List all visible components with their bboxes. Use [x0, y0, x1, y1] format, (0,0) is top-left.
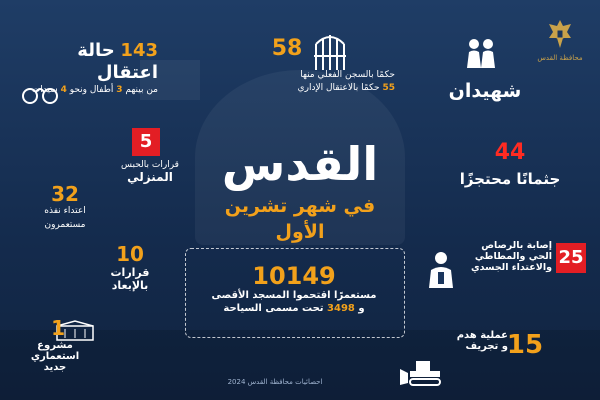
- injuries-line3: والاعتداء الجسدي: [470, 262, 552, 273]
- stat-aqsa: [190, 262, 398, 314]
- injuries-line1: إصابة بالرصاص: [481, 240, 552, 251]
- detentions-sub-mid: أطفال ونحو: [69, 85, 114, 95]
- prison-line2: حكمًا بالاعتقال الإداري: [297, 83, 380, 93]
- settler-attacks-line2: مستعمرون: [44, 220, 86, 230]
- page-title: القدس: [221, 137, 379, 191]
- stat-prison: [225, 70, 395, 93]
- detentions-women: 4: [60, 85, 67, 95]
- stat-demolition: [448, 330, 508, 352]
- stat-settlement: [15, 316, 95, 373]
- handcuffs-icon: [20, 82, 60, 106]
- aqsa-number: 10149: [252, 262, 336, 290]
- demolition-number: 15: [506, 330, 544, 360]
- title-block: [200, 135, 400, 245]
- deportation-line1: قرارات: [110, 266, 150, 279]
- detentions-number: 143: [120, 40, 158, 61]
- logo-caption: محافظة القدس: [537, 54, 583, 62]
- two-people-icon: [463, 38, 499, 72]
- bodies-label: جثمانًا محتجزًا: [459, 170, 561, 188]
- aqsa-tourism-number: 3498: [327, 303, 355, 314]
- deportation-line2: بالإبعاد: [111, 279, 149, 292]
- prison-line1: حكمًا بالسجن الفعلي منها: [300, 70, 395, 80]
- detentions-sub-pre: من بينهم: [125, 85, 158, 95]
- settlement-number: 1: [51, 316, 65, 340]
- aqsa-line2-post: تحت مسمى السياحة: [223, 303, 324, 314]
- bulldozer-icon: [398, 355, 448, 387]
- house-arrest-number: 5: [132, 128, 160, 156]
- bodies-number: 44: [494, 140, 526, 165]
- aqsa-line1: مستعمرًا اقتحموا المسجد الأقصى: [211, 290, 377, 301]
- prison-admin-number: 55: [382, 83, 395, 93]
- logo: [530, 18, 590, 73]
- injuries-line2: الحي والمطاطي: [474, 251, 552, 262]
- stat-house-arrest: [100, 160, 200, 184]
- stat-injuries: [456, 240, 552, 273]
- demolition-line2: و تجريف: [465, 341, 508, 352]
- martyrs-label: شهيدان: [448, 80, 522, 102]
- prison-bars-icon: [312, 30, 348, 72]
- prison-number: 58: [271, 36, 303, 61]
- page-subtitle: في شهر تشرين الأول: [224, 195, 376, 243]
- aqsa-line2-pre: و: [358, 303, 365, 314]
- settlement-line2: جديد: [43, 362, 67, 373]
- footer-source: احصائيات محافظة القدس 2024: [227, 378, 323, 386]
- injured-person-icon: [425, 250, 457, 290]
- stat-deportation: [85, 242, 175, 292]
- house-arrest-line1: قرارات بالحبس: [121, 160, 179, 170]
- detentions-label: حالة اعتقال: [77, 40, 158, 83]
- settler-attacks-line1: اعتداء نفذه: [44, 206, 86, 216]
- house-arrest-line2: المنزلي: [127, 170, 173, 184]
- deportation-number: 10: [116, 242, 144, 266]
- stat-settler-attacks: [20, 182, 110, 230]
- injuries-number: 25: [556, 243, 586, 273]
- detentions-sub-post: سيدات: [31, 85, 58, 95]
- settlement-line1: مشروع استعماري: [30, 340, 80, 362]
- detentions-children: 3: [116, 85, 123, 95]
- settler-attacks-number: 32: [51, 182, 79, 206]
- demolition-line1: عملية هدم: [456, 330, 508, 341]
- eagle-emblem-icon: [547, 18, 573, 50]
